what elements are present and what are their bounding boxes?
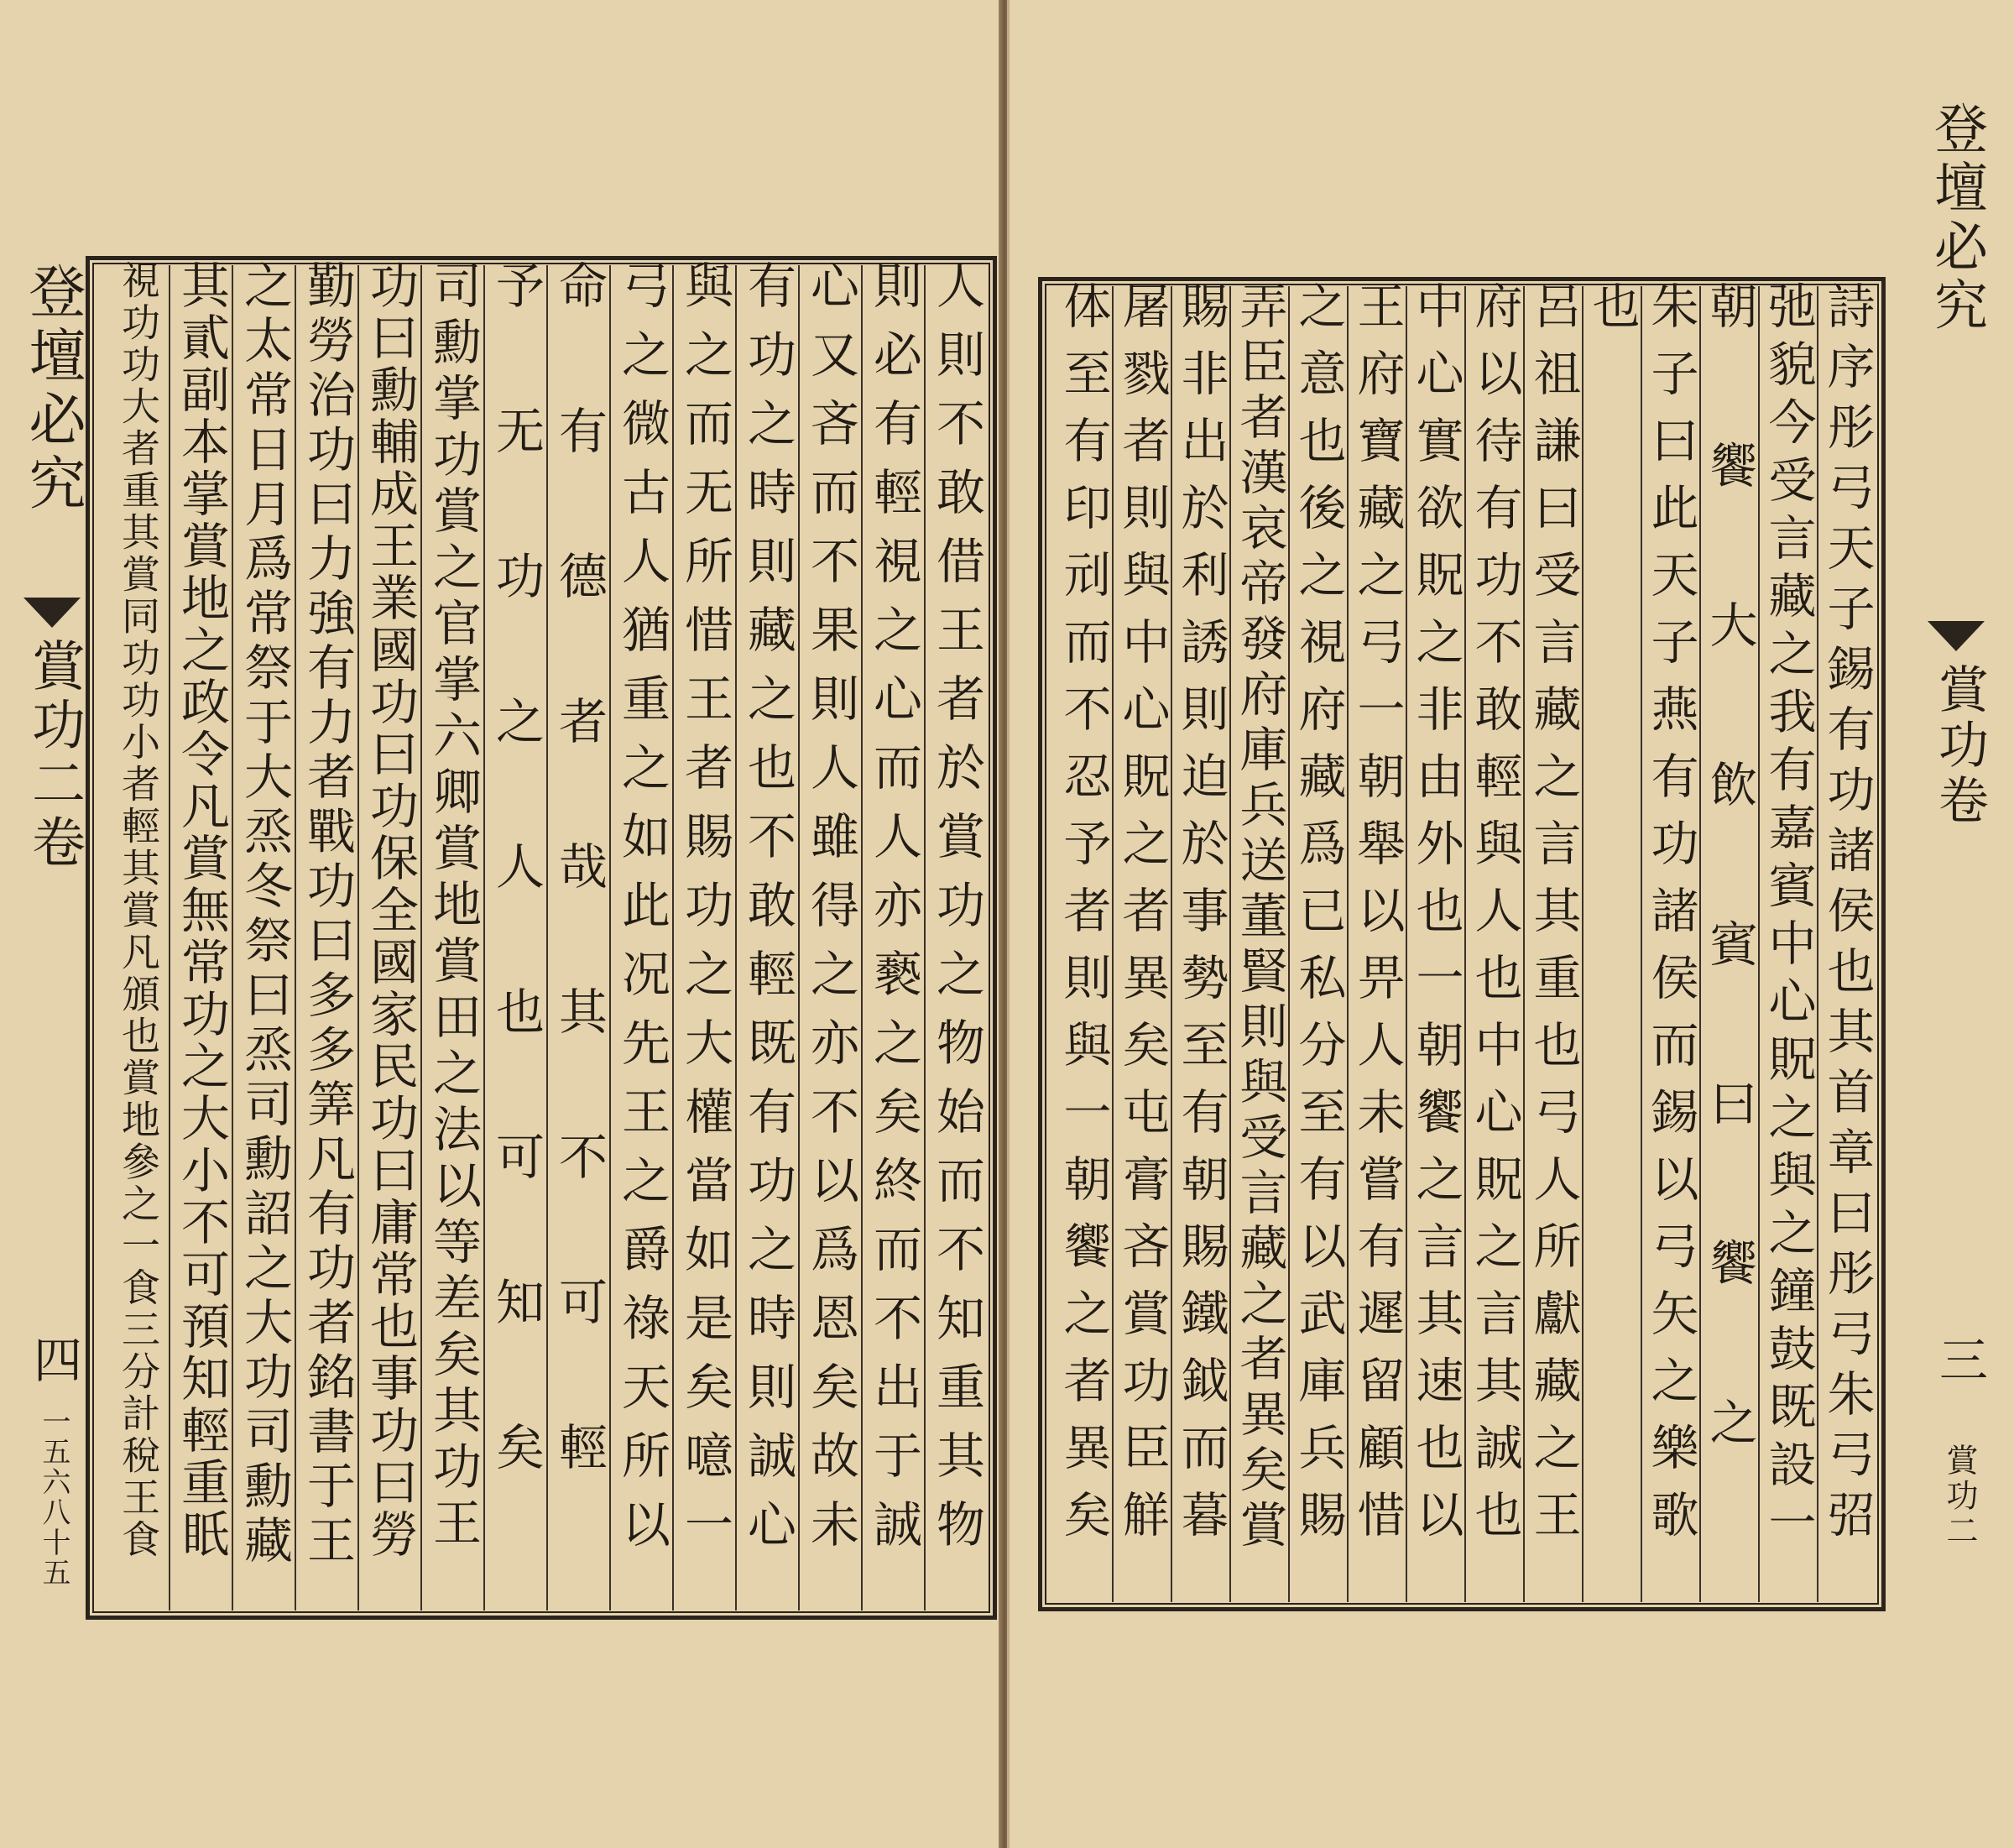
right-column-14: 体至有印刓而不忍予者則與一朝饗之者異矣 [1056,281,1111,1557]
left-column-rule [483,265,485,1610]
left-column-rule [232,265,233,1610]
right-margin-numbers: 賞功二 [1941,1443,1978,1549]
left-column-rule [357,265,359,1610]
left-margin-folio: 四 [25,1334,82,1383]
left-margin-numbers: 一五六八十五 [37,1407,70,1588]
right-column-rule [1582,286,1584,1602]
left-column-12: 之太常日月爲常祭于大烝冬祭曰烝司勳詔之大功司勳藏 [236,260,293,1569]
left-column-8: 予无功之人也可知矣 [488,260,545,1567]
left-column-6: 弓之微古人猶重之如此况先王之爵祿天所以 [613,260,670,1568]
left-column-rule [861,265,863,1610]
left-text-frame [86,256,997,1620]
right-page [1007,0,2014,1848]
right-column-12: 賜非出於利誘則迫於事勢至有朝賜鐵鉞而暮 [1173,281,1229,1557]
right-column-rule [1523,286,1525,1602]
left-column-3: 心又吝而不果則人雖得之亦不以爲恩矣故未 [802,260,859,1568]
left-column-5: 與之而无所惜王者賜功之大權當如是矣噫一 [676,260,733,1568]
left-column-10: 功曰勳輔成王業國功曰功保全國家民功曰庸常也事功曰勞 [362,260,419,1561]
left-fish-tail-mark [23,598,81,628]
right-column-rule [1817,286,1818,1602]
right-margin-section: 賞功卷 [1930,663,1989,829]
right-column-5: 也 [1584,281,1640,1557]
left-margin-section: 賞功二卷 [23,638,85,873]
right-column-8: 中心實欲貺之非由外也一朝饗之言其速也以 [1408,281,1464,1557]
right-column-rule [1229,286,1231,1602]
left-column-7: 命有德者哉其不可輕 [550,260,608,1567]
right-text-frame [1038,277,1886,1611]
right-column-2: 弛貌今受言藏之我有嘉賓中心貺之與之鐘鼓既設一 [1761,281,1816,1555]
left-page [0,0,1004,1848]
right-column-rule [1758,286,1760,1602]
left-column-14: 視功功大者重其賞同功功小者輕其賞凡頒也賞地參之一食三分計稅王食 [116,260,161,1561]
right-column-rule [1699,286,1701,1602]
right-column-rule [1406,286,1407,1602]
left-column-rule [546,265,548,1610]
left-column-rule [609,265,611,1610]
right-column-9: 王府寶藏之弓一朝舉以畀人未嘗有遲留顧惜 [1349,281,1405,1557]
left-column-4: 有功之時則藏之也不敢輕既有功之時則誠心 [739,260,796,1568]
right-column-4: 朱子曰此天子燕有功諸侯而錫以弓矢之樂歌 [1643,281,1698,1557]
right-column-1: 詩序彤弓天子錫有功諸侯也其首章曰彤弓朱弓弨 [1819,281,1875,1550]
left-column-9: 司勳掌功賞之官掌六卿賞地賞田之法以等差矣其功王 [425,260,482,1553]
left-column-11: 勤勞治功曰力強有力者戰功曰多多筭凡有功者銘書于王 [299,260,356,1569]
left-margin-title: 登壇必究 [19,262,86,517]
left-column-1: 人則不敢借王者於賞功之物始而不知重其物 [928,260,985,1568]
right-column-6: 呂祖謙曰受言藏之言其重也弓人所獻藏之王 [1526,281,1581,1557]
left-column-rule [924,265,926,1610]
right-column-10: 之意也後之視府藏爲已私分至有以武庫兵賜 [1291,281,1346,1557]
right-column-rule [1112,286,1114,1602]
right-column-rule [1171,286,1172,1602]
left-column-rule [420,265,422,1610]
left-column-rule [672,265,674,1610]
left-column-rule [169,265,170,1610]
right-column-11: 弄臣者漢哀帝發府庫兵送董賢則與受言藏之者異矣賞 [1232,281,1287,1555]
right-column-rule [1464,286,1466,1602]
right-column-rule [1347,286,1349,1602]
right-fish-tail-mark [1928,621,1985,651]
left-column-2: 則必有輕視之心而人亦褻之矣終而不出于誠 [865,260,922,1568]
left-column-rule [798,265,800,1610]
right-margin-title: 登壇必究 [1925,101,1987,336]
left-column-rule [295,265,296,1610]
right-margin-folio: 三 [1931,1334,1988,1383]
right-column-rule [1641,286,1642,1602]
left-column-13: 其貳副本掌賞地之政令凡賞無常功之大小不可預知輕重眂 [173,260,230,1561]
right-column-7: 府以待有功不敢輕與人也中心貺之言其誠也 [1467,281,1522,1557]
right-column-rule [1288,286,1290,1602]
right-column-3: 朝饗大飲賓曰饗之 [1702,281,1757,1557]
left-column-rule [735,265,737,1610]
right-column-13: 屠戮者則與中心貺之者異矣屯膏吝賞功臣觧 [1114,281,1170,1557]
